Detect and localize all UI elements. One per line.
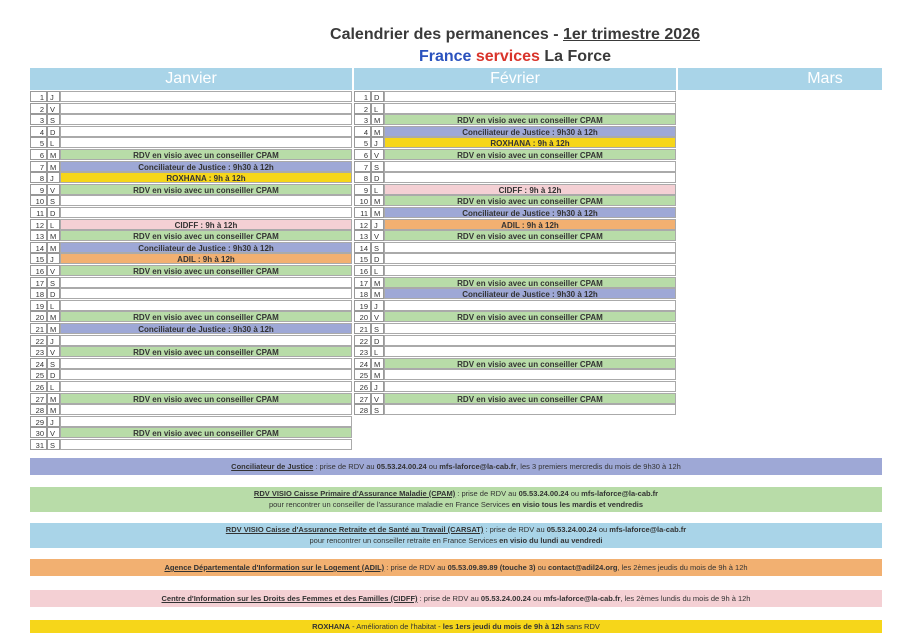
weekday-letter: S: [47, 439, 60, 450]
day-number: 16: [30, 265, 47, 276]
event-conc: Conciliateur de Justice : 9h30 à 12h: [384, 207, 676, 218]
day-number: 19: [30, 300, 47, 311]
weekday-letter: M: [371, 369, 384, 380]
event-empty: [384, 346, 676, 357]
weekday-letter: S: [47, 195, 60, 206]
weekday-letter: S: [47, 114, 60, 125]
event-rox: ROXHANA : 9h à 12h: [384, 137, 676, 148]
event-empty: [60, 335, 352, 346]
weekday-letter: J: [371, 381, 384, 392]
day-number: 12: [30, 219, 47, 230]
event-empty: [60, 381, 352, 392]
event-conc: Conciliateur de Justice : 9h30 à 12h: [384, 288, 676, 299]
day-number: 1: [30, 91, 47, 102]
calendar-day-row: [30, 253, 352, 265]
calendar-day-row: [30, 358, 352, 370]
legend-cidff: Centre d'Information sur les Droits des Femmes et des Familles (CIDFF) : prise de RDV au 05.53.24.00.24 ou mfs-laforce@la-cab.fr, les 2èmes lundis du mois de 9h à 12h: [30, 590, 882, 607]
weekday-letter: L: [371, 346, 384, 357]
legend-carsat: RDV VISIO Caisse d'Assurance Retraite et de Santé au Travail (CARSAT) : prise de RDV au 05.53.24.00.24 ou mfs-laforce@la-cab.fr pour rencontrer un conseiller retraite en France Services en visio du lundi au vendredi: [30, 523, 882, 548]
calendar-day-row: [30, 277, 352, 289]
weekday-letter: V: [371, 393, 384, 404]
weekday-letter: L: [47, 300, 60, 311]
calendar-day-row: [354, 346, 676, 358]
calendar-day-row: [354, 311, 676, 323]
calendar-day-row: [354, 103, 676, 115]
event-empty: [60, 358, 352, 369]
day-number: 10: [30, 195, 47, 206]
calendar-day-row: [30, 323, 352, 335]
event-empty: [60, 103, 352, 114]
month-header-fevrier: Février: [354, 68, 676, 90]
calendar-day-row: [354, 265, 676, 277]
calendar-day-row: [30, 416, 352, 428]
day-number: 26: [354, 381, 371, 392]
day-number: 24: [354, 358, 371, 369]
calendar-day-row: [30, 335, 352, 347]
event-empty: [60, 137, 352, 148]
day-number: 17: [354, 277, 371, 288]
event-cpam: RDV en visio avec un conseiller CPAM: [384, 114, 676, 125]
day-number: 22: [30, 335, 47, 346]
day-number: 28: [354, 404, 371, 415]
weekday-letter: L: [371, 265, 384, 276]
event-cpam: RDV en visio avec un conseiller CPAM: [384, 230, 676, 241]
event-empty: [60, 277, 352, 288]
day-number: 16: [354, 265, 371, 276]
calendar-day-row: [354, 195, 676, 207]
weekday-letter: M: [47, 311, 60, 322]
weekday-letter: M: [47, 149, 60, 160]
day-number: 8: [354, 172, 371, 183]
event-empty: [384, 323, 676, 334]
calendar-day-row: [30, 393, 352, 405]
calendar-day-row: [354, 207, 676, 219]
calendar-day-row: [30, 265, 352, 277]
day-number: 5: [354, 137, 371, 148]
weekday-letter: J: [371, 137, 384, 148]
weekday-letter: M: [371, 288, 384, 299]
weekday-letter: L: [47, 219, 60, 230]
event-empty: [384, 300, 676, 311]
weekday-letter: M: [47, 161, 60, 172]
day-number: 20: [30, 311, 47, 322]
event-cidff: CIDFF : 9h à 12h: [60, 219, 352, 230]
event-empty: [60, 369, 352, 380]
weekday-letter: D: [371, 91, 384, 102]
weekday-letter: J: [47, 253, 60, 264]
calendar-day-row: [354, 300, 676, 312]
weekday-letter: V: [371, 149, 384, 160]
calendar-day-row: [30, 103, 352, 115]
title-prefix: Calendrier des permanences -: [330, 26, 563, 43]
day-number: 13: [354, 230, 371, 241]
calendar-day-row: [354, 126, 676, 138]
calendar-day-row: [354, 381, 676, 393]
day-number: 19: [354, 300, 371, 311]
title-period: 1er trimestre 2026: [563, 26, 700, 43]
day-number: 11: [354, 207, 371, 218]
weekday-letter: D: [47, 288, 60, 299]
day-number: 28: [30, 404, 47, 415]
event-empty: [384, 335, 676, 346]
weekday-letter: M: [371, 277, 384, 288]
day-number: 24: [30, 358, 47, 369]
calendar-day-row: [30, 114, 352, 126]
weekday-letter: V: [47, 427, 60, 438]
day-number: 1: [354, 91, 371, 102]
calendar-day-row: [354, 404, 676, 416]
weekday-letter: V: [371, 230, 384, 241]
calendar-day-row: [354, 230, 676, 242]
day-number: 21: [354, 323, 371, 334]
event-empty: [60, 207, 352, 218]
brand-place: La Force: [544, 48, 612, 65]
day-number: 30: [30, 427, 47, 438]
day-number: 11: [30, 207, 47, 218]
day-number: 2: [354, 103, 371, 114]
legend-conciliateur: Conciliateur de Justice : prise de RDV au 05.53.24.00.24 ou mfs-laforce@la-cab.fr, les 3 premiers mercredis du mois de 9h30 à 12h: [30, 458, 882, 475]
calendar-day-row: [30, 288, 352, 300]
event-cpam: RDV en visio avec un conseiller CPAM: [60, 230, 352, 241]
event-cidff: CIDFF : 9h à 12h: [384, 184, 676, 195]
event-empty: [384, 161, 676, 172]
calendar-day-row: [354, 242, 676, 254]
calendar-day-row: [354, 137, 676, 149]
weekday-letter: M: [371, 195, 384, 206]
legend-roxhana: ROXHANA - Amélioration de l'habitat - les 1ers jeudi du mois de 9h à 12h sans RDV: [30, 620, 882, 633]
calendar-day-row: [354, 184, 676, 196]
calendar-day-row: [354, 393, 676, 405]
weekday-letter: M: [47, 393, 60, 404]
weekday-letter: M: [371, 114, 384, 125]
event-empty: [60, 91, 352, 102]
calendar-day-row: [30, 404, 352, 416]
day-number: 13: [30, 230, 47, 241]
weekday-letter: S: [47, 277, 60, 288]
calendar-day-row: [354, 219, 676, 231]
weekday-letter: M: [47, 404, 60, 415]
calendar-day-row: [354, 323, 676, 335]
month-header-mars: Mars: [678, 68, 882, 90]
calendar-day-row: [30, 369, 352, 381]
weekday-letter: J: [371, 219, 384, 230]
day-number: 25: [30, 369, 47, 380]
calendar-day-row: [30, 149, 352, 161]
event-empty: [384, 91, 676, 102]
weekday-letter: D: [47, 207, 60, 218]
calendar-day-row: [354, 161, 676, 173]
calendar-day-row: [30, 207, 352, 219]
event-empty: [60, 416, 352, 427]
event-cpam: RDV en visio avec un conseiller CPAM: [384, 311, 676, 322]
month-header-janvier: Janvier: [30, 68, 352, 90]
day-number: 4: [354, 126, 371, 137]
calendar-day-row: [30, 137, 352, 149]
calendar-day-row: [30, 242, 352, 254]
day-number: 20: [354, 311, 371, 322]
weekday-letter: V: [371, 311, 384, 322]
calendar-day-row: [30, 439, 352, 451]
weekday-letter: D: [371, 172, 384, 183]
day-number: 21: [30, 323, 47, 334]
weekday-letter: D: [371, 253, 384, 264]
weekday-letter: J: [47, 172, 60, 183]
calendar-day-row: [354, 114, 676, 126]
weekday-letter: D: [371, 335, 384, 346]
day-number: 4: [30, 126, 47, 137]
weekday-letter: M: [371, 126, 384, 137]
weekday-letter: J: [47, 335, 60, 346]
calendar-day-row: [354, 369, 676, 381]
day-number: 6: [30, 149, 47, 160]
event-cpam: RDV en visio avec un conseiller CPAM: [384, 277, 676, 288]
day-number: 18: [30, 288, 47, 299]
weekday-letter: L: [47, 137, 60, 148]
day-number: 14: [30, 242, 47, 253]
day-number: 7: [354, 161, 371, 172]
event-cpam: RDV en visio avec un conseiller CPAM: [60, 346, 352, 357]
calendar-day-row: [30, 300, 352, 312]
calendar-day-row: [30, 161, 352, 173]
event-empty: [60, 300, 352, 311]
brand-title: [0, 48, 900, 66]
calendar-day-row: [354, 149, 676, 161]
event-cpam: RDV en visio avec un conseiller CPAM: [60, 265, 352, 276]
event-cpam: RDV en visio avec un conseiller CPAM: [384, 393, 676, 404]
weekday-letter: L: [371, 184, 384, 195]
weekday-letter: M: [47, 242, 60, 253]
brand-france: France: [418, 48, 472, 65]
weekday-letter: M: [371, 358, 384, 369]
day-number: 22: [354, 335, 371, 346]
event-empty: [60, 404, 352, 415]
event-cpam: RDV en visio avec un conseiller CPAM: [60, 427, 352, 438]
event-conc: Conciliateur de Justice : 9h30 à 12h: [60, 242, 352, 253]
day-number: 10: [354, 195, 371, 206]
calendar-day-row: [30, 184, 352, 196]
day-number: 7: [30, 161, 47, 172]
calendar-day-row: [30, 126, 352, 138]
calendar-day-row: [30, 195, 352, 207]
calendar-day-row: [30, 427, 352, 439]
weekday-letter: S: [371, 161, 384, 172]
event-empty: [384, 253, 676, 264]
weekday-letter: M: [371, 207, 384, 218]
event-cpam: RDV en visio avec un conseiller CPAM: [60, 149, 352, 160]
day-number: 15: [30, 253, 47, 264]
day-number: 6: [354, 149, 371, 160]
day-number: 14: [354, 242, 371, 253]
day-number: 8: [30, 172, 47, 183]
day-number: 9: [354, 184, 371, 195]
weekday-letter: V: [47, 346, 60, 357]
day-number: 12: [354, 219, 371, 230]
weekday-letter: S: [47, 358, 60, 369]
event-empty: [384, 404, 676, 415]
event-rox: ROXHANA : 9h à 12h: [60, 172, 352, 183]
event-adil: ADIL : 9h à 12h: [60, 253, 352, 264]
day-number: 27: [30, 393, 47, 404]
day-number: 27: [354, 393, 371, 404]
weekday-letter: J: [47, 416, 60, 427]
weekday-letter: J: [47, 91, 60, 102]
calendar-day-row: [30, 346, 352, 358]
day-number: 17: [30, 277, 47, 288]
page-title: [0, 26, 900, 44]
calendar-day-row: [30, 172, 352, 184]
weekday-letter: M: [47, 323, 60, 334]
weekday-letter: J: [371, 300, 384, 311]
weekday-letter: S: [371, 404, 384, 415]
calendar-day-row: [354, 288, 676, 300]
brand-services: services: [475, 48, 540, 65]
calendar-day-row: [30, 311, 352, 323]
calendar-day-row: [30, 91, 352, 103]
day-number: 5: [30, 137, 47, 148]
event-adil: ADIL : 9h à 12h: [384, 219, 676, 230]
day-number: 25: [354, 369, 371, 380]
day-number: 29: [30, 416, 47, 427]
event-empty: [60, 114, 352, 125]
calendar-day-row: [30, 219, 352, 231]
calendar-day-row: [354, 253, 676, 265]
event-empty: [384, 103, 676, 114]
event-cpam: RDV en visio avec un conseiller CPAM: [60, 393, 352, 404]
weekday-letter: S: [371, 242, 384, 253]
calendar-day-row: [354, 172, 676, 184]
calendar-day-row: [30, 230, 352, 242]
event-conc: Conciliateur de Justice : 9h30 à 12h: [60, 161, 352, 172]
event-conc: Conciliateur de Justice : 9h30 à 12h: [384, 126, 676, 137]
day-number: 23: [354, 346, 371, 357]
calendar-day-row: [354, 91, 676, 103]
event-empty: [60, 288, 352, 299]
event-cpam: RDV en visio avec un conseiller CPAM: [384, 358, 676, 369]
legend-adil: Agence Départementale d'Information sur le Logement (ADIL) : prise de RDV au 05.53.09.89.89 (touche 3) ou contact@adil24.org, les 2èmes jeudis du mois de 9h à 12h: [30, 559, 882, 576]
calendar-day-row: [30, 381, 352, 393]
event-empty: [384, 265, 676, 276]
legend-cpam: RDV VISIO Caisse Primaire d'Assurance Maladie (CPAM) : prise de RDV au 05.53.24.00.24 ou mfs-laforce@la-cab.fr pour rencontrer un conseiller de l'assurance maladie en France Services en visio tous les mardis et vendredis: [30, 487, 882, 512]
event-empty: [384, 172, 676, 183]
event-empty: [384, 381, 676, 392]
day-number: 18: [354, 288, 371, 299]
weekday-letter: S: [371, 323, 384, 334]
event-cpam: RDV en visio avec un conseiller CPAM: [384, 195, 676, 206]
event-empty: [60, 439, 352, 450]
day-number: 26: [30, 381, 47, 392]
day-number: 15: [354, 253, 371, 264]
day-number: 9: [30, 184, 47, 195]
weekday-letter: V: [47, 265, 60, 276]
weekday-letter: D: [47, 126, 60, 137]
event-conc: Conciliateur de Justice : 9h30 à 12h: [60, 323, 352, 334]
weekday-letter: D: [47, 369, 60, 380]
event-cpam: RDV en visio avec un conseiller CPAM: [384, 149, 676, 160]
day-number: 3: [30, 114, 47, 125]
weekday-letter: L: [371, 103, 384, 114]
day-number: 31: [30, 439, 47, 450]
calendar-day-row: [354, 335, 676, 347]
day-number: 2: [30, 103, 47, 114]
calendar-day-row: [354, 358, 676, 370]
weekday-letter: V: [47, 103, 60, 114]
event-empty: [60, 195, 352, 206]
event-cpam: RDV en visio avec un conseiller CPAM: [60, 311, 352, 322]
weekday-letter: L: [47, 381, 60, 392]
day-number: 23: [30, 346, 47, 357]
event-empty: [60, 126, 352, 137]
day-number: 3: [354, 114, 371, 125]
weekday-letter: V: [47, 184, 60, 195]
calendar-day-row: [354, 277, 676, 289]
event-empty: [384, 369, 676, 380]
event-cpam: RDV en visio avec un conseiller CPAM: [60, 184, 352, 195]
event-empty: [384, 242, 676, 253]
weekday-letter: M: [47, 230, 60, 241]
